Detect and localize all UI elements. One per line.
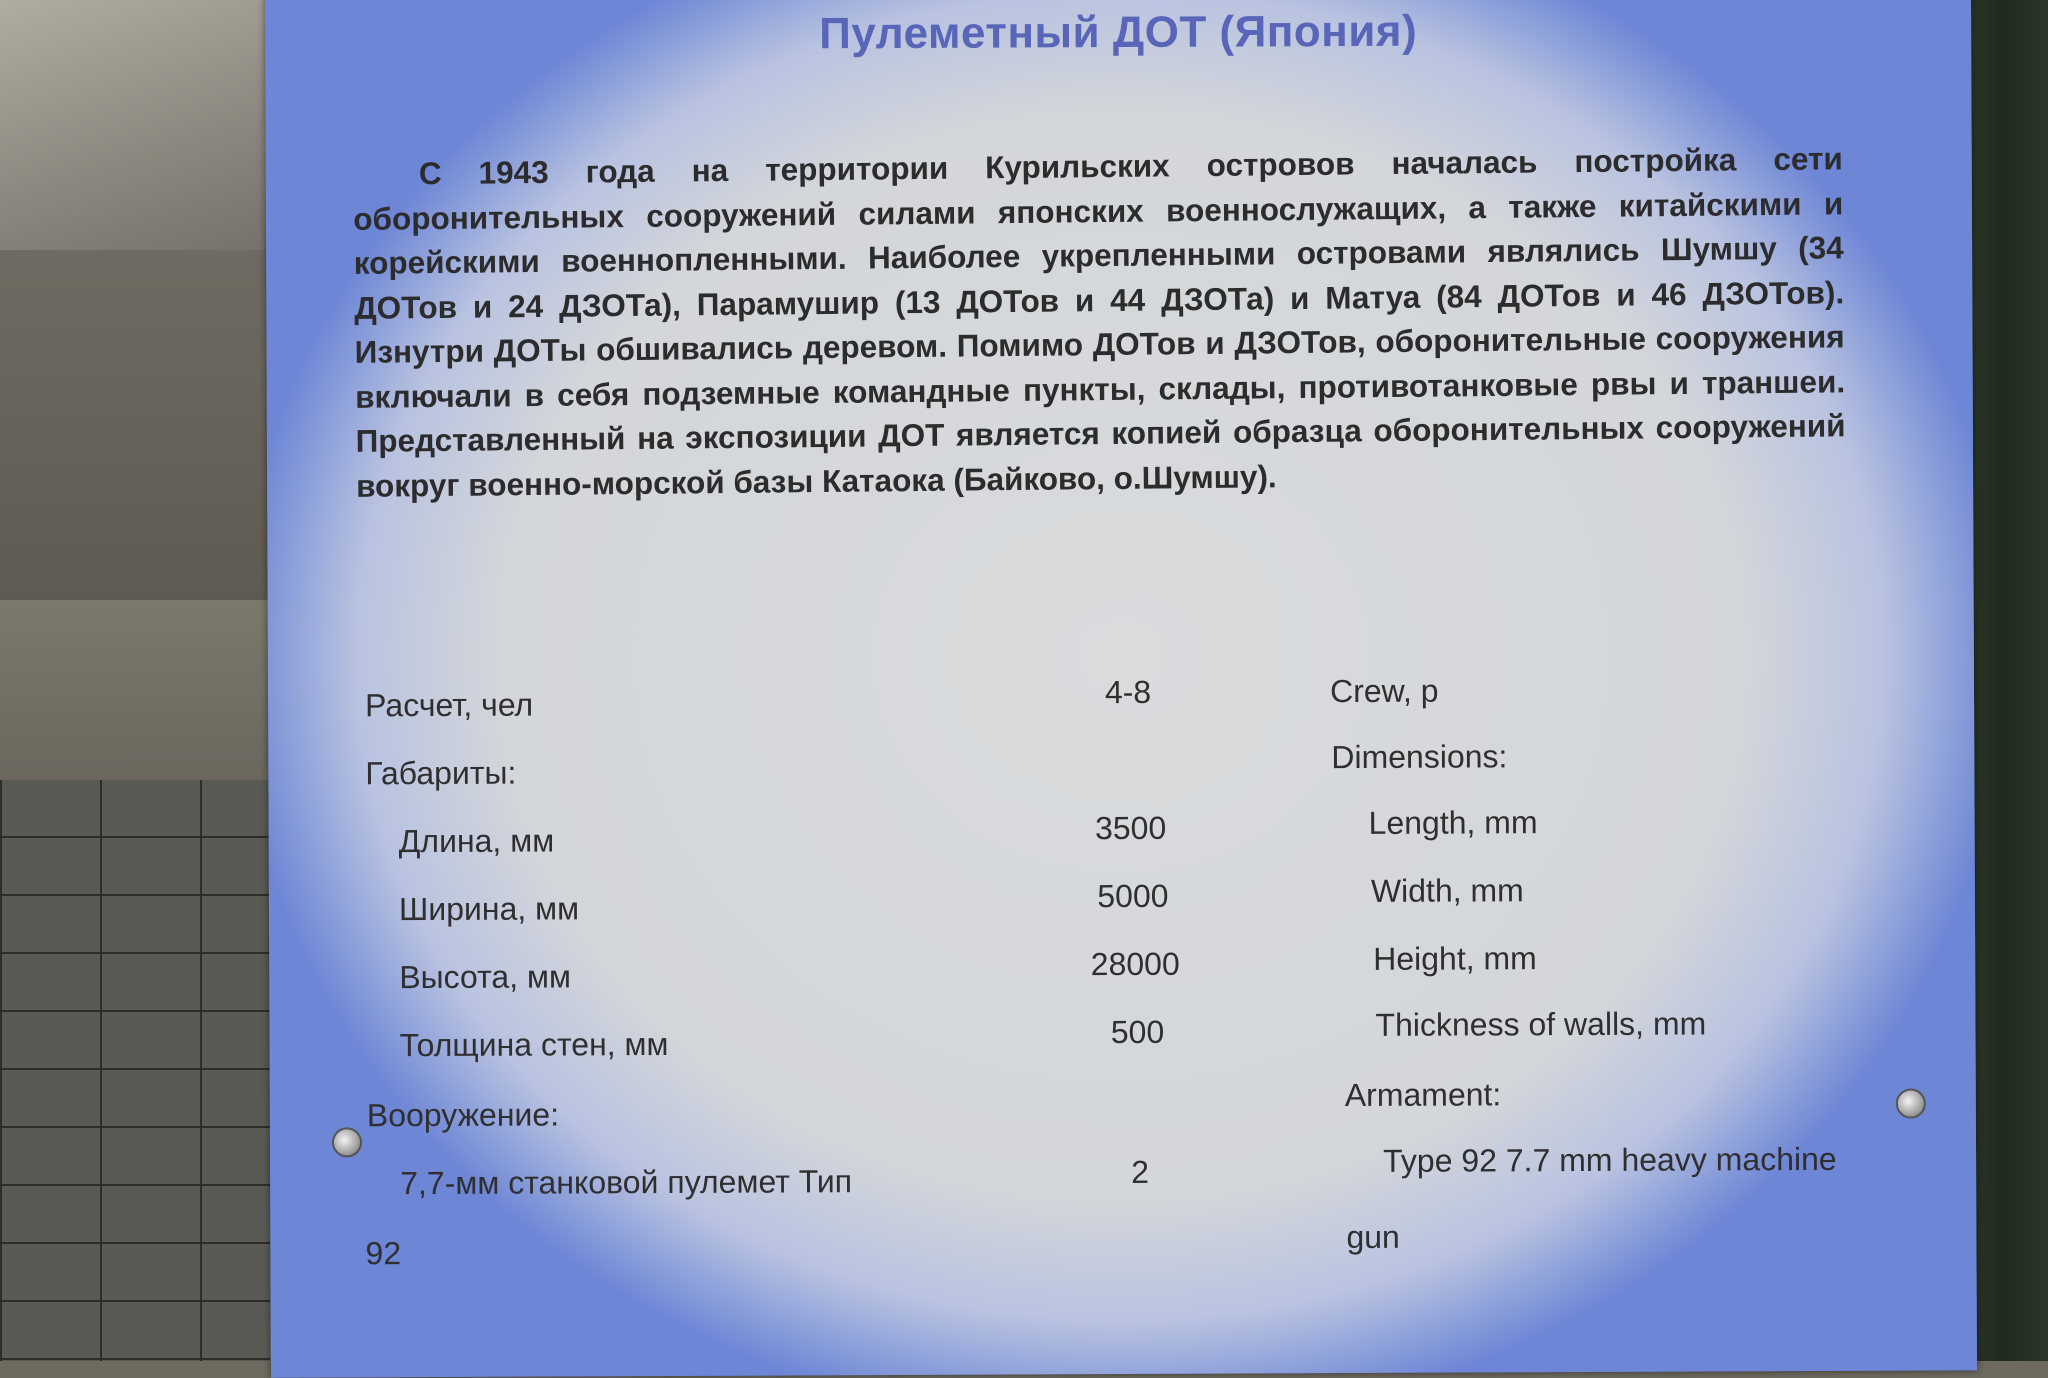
spec-label-en: Length, mm <box>1368 804 1538 841</box>
screw-icon <box>332 1127 362 1157</box>
info-sign <box>265 0 1977 1378</box>
spec-label-en: Dimensions: <box>1331 738 1508 776</box>
spec-label-ru: Толщина стен, мм <box>399 1025 669 1064</box>
spec-value: 5000 <box>1097 877 1169 915</box>
sign-title: Пулеметный ДОТ (Япония) <box>819 6 1418 59</box>
spec-value: 500 <box>1110 1013 1165 1051</box>
spec-label-ru: Высота, мм <box>399 958 572 996</box>
spec-label-en: Thickness of walls, mm <box>1375 1005 1707 1043</box>
background-concrete-ledge <box>0 0 270 250</box>
spec-label-ru: Вооружение: <box>366 1096 560 1134</box>
spec-label-ru: Расчет, чел <box>365 686 534 724</box>
screw-icon <box>1896 1088 1926 1118</box>
background-ground <box>0 600 270 790</box>
background-paving-stones <box>0 780 270 1361</box>
description-text: С 1943 года на территории Курильских островов началась постройка сети оборонительных сооружений силами японских военнослужащих, а также китайскими и корейскими военнопленными. Наиболее укрепленными островами являлись Шумшу (34 ДОТов и 24 ДЗОТа), Парамушир (13 ДОТов и 44 ДЗОТа) и Матуа (84 ДОТов и 46 ДЗОТов). Изнутри ДОТы обшивались деревом. Помимо ДОТов и ДЗОТов, оборонительные сооружения включали в себя подземные командные пункты, склады, противотанковые рвы и траншеи. Представленный на экспозиции ДОТ является копией образца оборонительных сооружений вокруг военно-морской базы Катаока (Байково, о.Шумшу). <box>353 140 1846 504</box>
spec-label-en: Armament: <box>1344 1076 1502 1114</box>
spec-label-en: Height, mm <box>1373 940 1537 977</box>
spec-value: 28000 <box>1090 945 1180 983</box>
spec-label-ru: Габариты: <box>365 754 517 792</box>
spec-label-en: Type 92 7.7 mm heavy machine <box>1383 1140 1837 1179</box>
spec-label-en: Crew, p <box>1329 672 1439 710</box>
spec-label-ru: Ширина, мм <box>398 890 580 928</box>
specs-table <box>265 0 1977 1378</box>
spec-label-ru: 92 <box>365 1235 402 1272</box>
spec-label-en: gun <box>1346 1218 1400 1256</box>
sign-face <box>265 0 1977 1378</box>
spec-label-ru: Длина, мм <box>398 822 555 860</box>
spec-label-en: Width, mm <box>1370 872 1524 909</box>
spec-label-ru: 7,7-мм станковой пулемет Тип <box>400 1163 853 1202</box>
spec-value: 4-8 <box>1104 673 1152 711</box>
spec-value: 3500 <box>1094 809 1167 847</box>
spec-value: 2 <box>1131 1153 1150 1190</box>
